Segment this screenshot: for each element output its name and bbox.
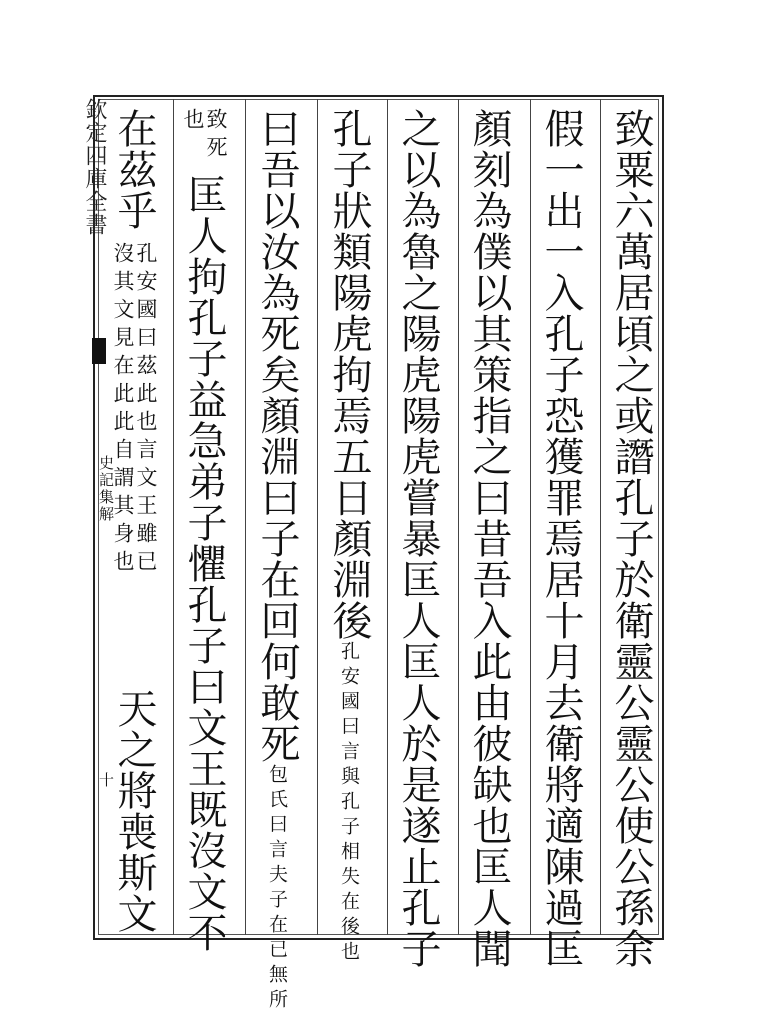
- text-column-4: [395, 108, 441, 969]
- column-8-text-2: 天之將喪斯文: [111, 688, 157, 934]
- column-divider: [600, 99, 601, 935]
- column-5-text: 孔子狀類陽虎拘焉五日顏淵後: [326, 108, 372, 641]
- column-8-annotation-left: 沒其文見在此此自謂其身也: [111, 242, 135, 578]
- column-7-annotation-right: 致死: [204, 108, 228, 164]
- column-7-text: 匡人拘孔子益急弟子懼孔子曰文王既沒文不: [181, 174, 227, 953]
- column-divider: [530, 99, 531, 935]
- margin-fishtail-mark: [92, 338, 106, 364]
- text-column-3: [466, 108, 512, 969]
- column-6-text: 曰吾以汝為死矣顏淵曰子在回何敢死: [254, 108, 300, 764]
- column-7-annotation-left: 也: [181, 108, 205, 136]
- text-column-6: [254, 108, 300, 1014]
- column-divider: [387, 99, 388, 935]
- text-column-8: [111, 108, 158, 934]
- page-number: 十: [97, 772, 115, 787]
- column-8-main-top: [111, 108, 157, 248]
- column-divider: [245, 99, 246, 935]
- text-column-5: [326, 108, 372, 966]
- column-5-annotation: 孔安國曰言與孔子相失在後也: [338, 641, 360, 966]
- text-column-1: [608, 108, 654, 969]
- book-title: 史記集解: [97, 455, 115, 523]
- text-column-7: [181, 108, 228, 953]
- column-4-text: 之以為魯之陽虎陽虎嘗暴匡人匡人於是遂止孔子: [395, 108, 441, 969]
- column-8-text: 在茲乎: [111, 108, 157, 231]
- column-6-annotation: 包氏曰言夫子在已無所: [266, 764, 288, 1014]
- margin-header: 欽定四庫全書: [82, 98, 107, 236]
- column-divider: [317, 99, 318, 935]
- column-8-annotation-right: 孔安國曰茲此也言文王雖已: [134, 242, 158, 578]
- text-column-2: [538, 108, 584, 969]
- column-3-text: 顏刻為僕以其策指之曰昔吾入此由彼缺也匡人聞: [466, 108, 512, 969]
- column-divider: [458, 99, 459, 935]
- column-7-main: [181, 174, 227, 953]
- column-8-main-bottom: [111, 688, 157, 934]
- column-2-text: 假一出一入孔子恐獲罪焉居十月去衛將適陳過匡: [538, 108, 584, 969]
- column-divider: [173, 99, 174, 935]
- column-1-text: 致粟六萬居頃之或譖孔子於衛靈公靈公使公孫余: [608, 108, 654, 969]
